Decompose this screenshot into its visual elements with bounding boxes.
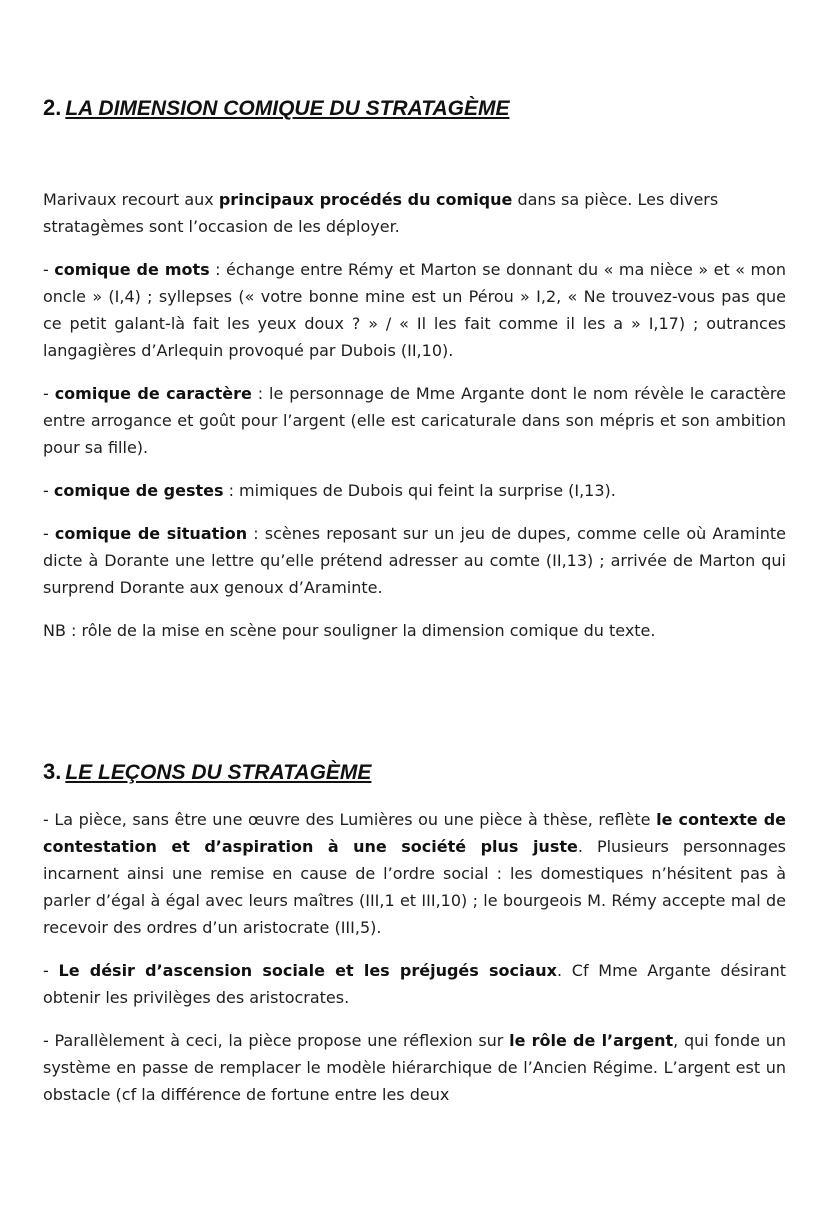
section-2-heading — [43, 95, 509, 122]
lecons-paragraph-2 — [43, 957, 786, 1011]
section-3-body — [43, 806, 786, 1108]
p3-bold: le rôle de l’argent — [509, 1031, 674, 1050]
lecons-paragraph-3 — [43, 1027, 786, 1108]
p2-bold: Le désir d’ascension sociale et les préjugés sociaux — [58, 961, 557, 980]
comique-caractere-paragraph — [43, 380, 786, 461]
section-3-heading — [43, 759, 371, 786]
section-2-number: 2. — [43, 95, 62, 120]
caractere-bold: comique de caractère — [54, 384, 252, 403]
comique-gestes-paragraph — [43, 477, 786, 504]
caractere-dash: - — [43, 384, 55, 403]
situation-text: : scènes reposant sur un jeu de dupes, comme celle où Araminte dicte à Dorante une lettre qu’elle prétend adresser au comte (II,13) ; arrivée de Marton qui surprend Dorante aux genoux d’Araminte. — [43, 524, 786, 597]
intro-text-c: dans sa pièce. Les divers stratagèmes sont l’occasion de les déployer. — [43, 190, 719, 236]
section-2-body — [43, 186, 786, 644]
comique-situation-paragraph — [43, 520, 786, 601]
nb-paragraph: NB : rôle de la mise en scène pour souligner la dimension comique du texte. — [43, 621, 656, 640]
section-3-number: 3. — [43, 759, 62, 784]
intro-bold: principaux procédés du comique — [218, 190, 513, 209]
p1-text-c: . Plusieurs personnages incarnent ainsi une remise en cause de l’ordre social : les domestiques n’hésitent pas à parler d’égal à égal avec leurs maîtres (III,1 et III,10) ; le bourgeois M. Rémy accepte mal de recevoir des ordres d’un aristocrate (III,5). — [43, 837, 786, 937]
caractere-text: : le personnage de Mme Argante dont le nom révèle le caractère entre arrogance et goût pour l’argent (elle est caricaturale dans son mépris et son ambition pour sa fille). — [43, 384, 787, 457]
mots-dash: - — [43, 260, 55, 279]
p2-dash: - — [43, 961, 59, 980]
situation-dash: - — [43, 524, 55, 543]
gestes-dash: - — [43, 481, 54, 500]
comique-mots-paragraph — [43, 256, 786, 364]
mots-text: : échange entre Rémy et Marton se donnant du « ma nièce » et « mon oncle » (I,4) ; syllepses (« votre bonne mine est un Pérou » I,2, « Ne trouvez-vous pas que ce petit galant-là fait les yeux doux ? » / « Il les fait comme il les a » I,17) ; outrances langagières d’Arlequin provoqué par Dubois (II,10). — [43, 260, 787, 360]
intro-paragraph — [43, 186, 786, 240]
p3-text-c: , qui fonde un système en passe de remplacer le modèle hiérarchique de l’Ancien Régime. L’argent est un obstacle (cf la différence de fortune entre les deux — [43, 1031, 786, 1104]
intro-text-a: Marivaux recourt aux — [43, 190, 219, 209]
section-2-title: LA DIMENSION COMIQUE DU STRATAGÈME — [65, 97, 510, 120]
situation-bold: comique de situation — [54, 524, 248, 543]
p1-text-a: - La pièce, sans être une œuvre des Lumières ou une pièce à thèse, reflète — [43, 810, 657, 829]
gestes-bold: comique de gestes — [53, 481, 224, 500]
gestes-text: : mimiques de Dubois qui feint la surprise (I,13). — [223, 481, 616, 500]
p3-text-a: - Parallèlement à ceci, la pièce propose une réflexion sur — [43, 1031, 510, 1050]
section-3-title: LE LEÇONS DU STRATAGÈME — [65, 761, 372, 784]
lecons-paragraph-1 — [43, 806, 786, 941]
p1-bold: le contexte de contestation et d’aspiration à une société plus juste — [43, 810, 787, 856]
mots-bold: comique de mots — [54, 260, 210, 279]
p2-text-c: . Cf Mme Argante désirant obtenir les privilèges des aristocrates. — [43, 961, 787, 1007]
